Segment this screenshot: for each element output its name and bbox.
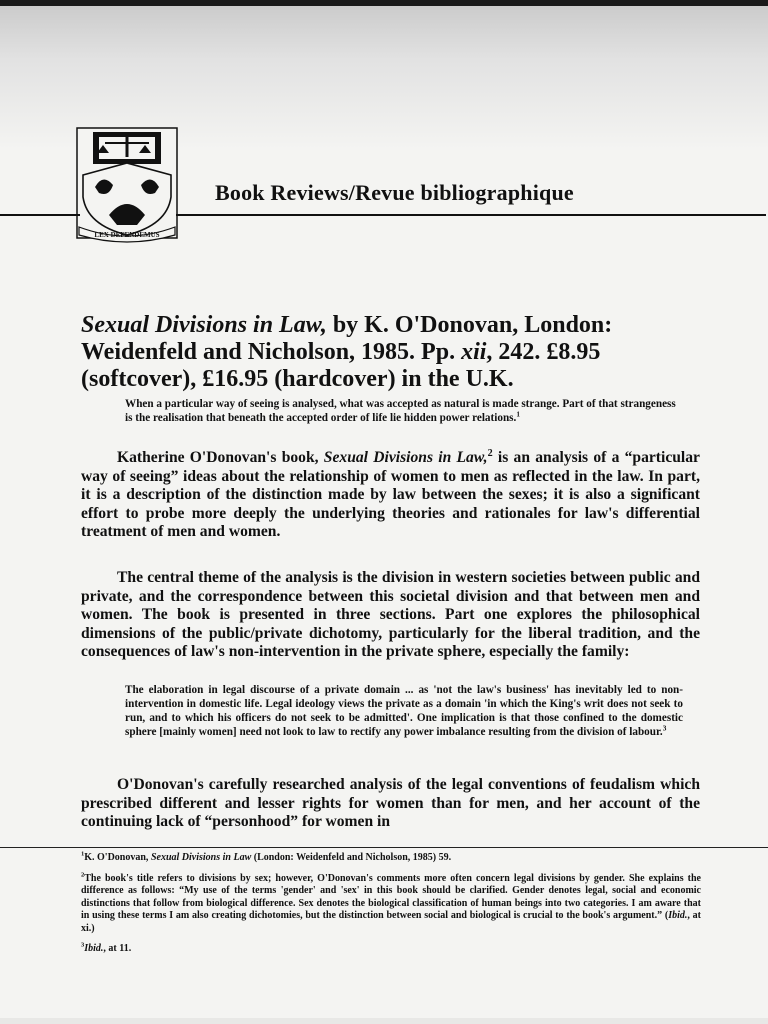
p1-note-ref: 2 (487, 447, 493, 459)
p1-after: is an analysis of a “particular way of seeing” ideas about the relationship of women to men as reflected in the law. In part, it is a description of the distinction made by law between the sexes; it is also a significant effort to probe more deeply the underlying theories and rationales for law's differential treatment of men and women. (81, 449, 700, 540)
journal-crest-logo (75, 127, 179, 245)
footnote-3-after: , at 11. (103, 943, 132, 954)
header-rule (176, 214, 766, 216)
paragraph-2 (81, 569, 700, 662)
footnote-1-book: Sexual Divisions in Law (150, 852, 252, 863)
review-book-title: Sexual Divisions in Law, (81, 312, 327, 338)
footnote-1-number: 1 (81, 850, 85, 858)
footnote-1-after: (London: Weidenfeld and Nicholson, 1985) 59. (251, 852, 452, 863)
review-title (81, 312, 721, 393)
footnote-3-ibid: Ibid. (84, 943, 104, 954)
review-title-prices: , 242. £8.95 (softcover), £16.95 (hardcover) in the U.K. (81, 339, 601, 392)
footnote-3 (81, 943, 701, 956)
block-quote-note-ref: 3 (662, 724, 667, 733)
footnote-2-text: The book's title refers to divisions by sex; however, O'Donovan's comments more often concern legal divisions by gender. She explains the difference as follows: “My use of the terms 'gender' and 'sex' in this book should be clarified. Gender denotes legal, social and economic distinctions that follow from biological difference. Sex denotes the biological classification of human beings into two categories. I am aware that in using these terms I am also creating dichotomies, but the distinction between social and biological is crucial to the book's argument.” ( (81, 872, 701, 921)
crest-motto: LEX DEFENDEMUS (94, 231, 160, 239)
footnote-rule (0, 847, 768, 848)
paragraph-1 (81, 449, 700, 542)
review-title-details: by K. O'Donovan, London: Weidenfeld and Nicholson, 1985. Pp. (81, 312, 613, 365)
footnote-2 (81, 873, 701, 936)
section-title: Book Reviews/Revue bibliographique (215, 180, 574, 205)
paragraph-3 (81, 776, 700, 832)
footnote-2-number: 2 (81, 871, 85, 879)
p1-book-title: Sexual Divisions in Law, (323, 449, 488, 466)
footnote-1 (81, 852, 701, 865)
footnote-3-number: 3 (81, 941, 85, 949)
footnotes (81, 852, 701, 964)
p2-text: The central theme of the analysis is the division in western societies between public and private, and the correspondence between this societal division and that between men and women. The book is presented in three sections. Part one explores the philosophical dimensions of the public/private dichotomy, particularly for the liberal tradition, and the consequences of law's non-intervention in the private sphere, especially the family: (81, 569, 700, 660)
review-title-roman-pages: xii (461, 339, 487, 365)
epigraph-note-ref: 1 (516, 410, 520, 419)
footnote-2-after: , at xi.) (81, 910, 701, 934)
p1-before: Katherine O'Donovan's book, (117, 449, 324, 466)
header-rule-left (0, 214, 80, 216)
footnote-1-before: K. O'Donovan, (84, 852, 151, 863)
scan-top-edge (0, 0, 768, 6)
epigraph (125, 397, 677, 425)
scan-bottom-edge (0, 1018, 768, 1024)
epigraph-text: When a particular way of seeing is analysed, what was accepted as natural is made strange. Part of that strangeness is the realisation that beneath the accepted order of life lie hidden power relations. (125, 398, 676, 424)
p3-text: O'Donovan's carefully researched analysis of the legal conventions of feudalism which prescribed different and lesser rights for women than for men, and her account of the continuing lack of “personhood” for women in (81, 776, 700, 830)
block-quote (125, 683, 683, 739)
footnote-2-ibid: Ibid. (668, 910, 688, 921)
block-quote-text: The elaboration in legal discourse of a private domain ... as 'not the law's business' has inevitably led to non-intervention in domestic life. Legal ideology views the private as a domain 'in which the King's writ does not seek to run, and to which his officers do not seek to be admitted'. One implication is that those confined to the domestic sphere [mainly women] need not look to law to rectify any power imbalance resulting from the division of labour. (125, 684, 683, 738)
